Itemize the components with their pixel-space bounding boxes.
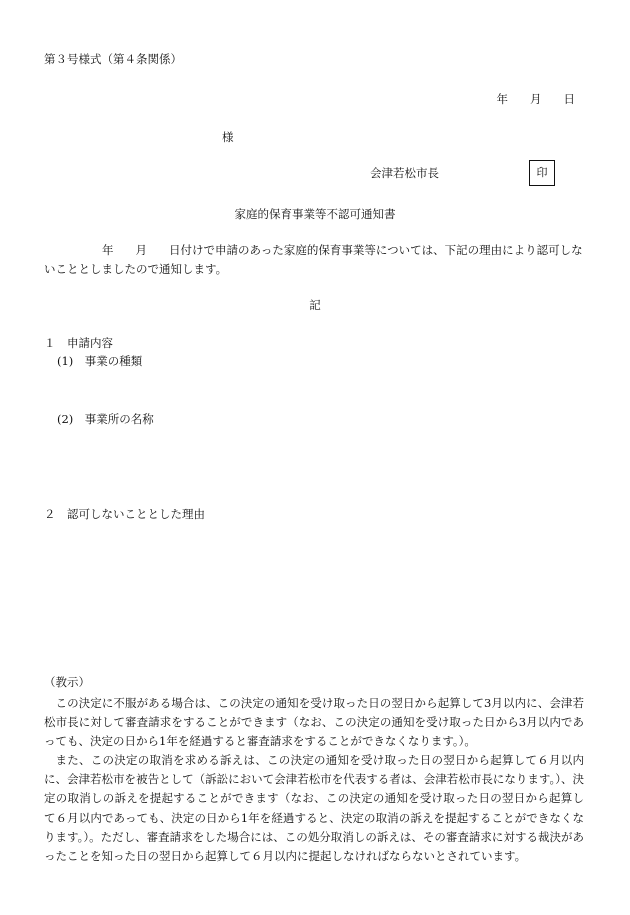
intro-year-label: 年 bbox=[102, 243, 114, 257]
issue-date bbox=[497, 93, 576, 107]
intro-paragraph bbox=[44, 241, 584, 279]
form-number: 第３号様式（第４条関係） bbox=[44, 52, 182, 66]
intro-month-label: 月 bbox=[135, 243, 147, 257]
section-application-content: １ 申請内容 bbox=[44, 336, 113, 350]
date-month-label: 月 bbox=[530, 92, 542, 106]
date-day-label: 日 bbox=[563, 92, 575, 106]
addressee-suffix: 様 bbox=[222, 130, 234, 144]
notice-paragraph-1: この決定に不服がある場合は、この決定の通知を受け取った日の翌日から起算して3月以内に、会津若松市長に対して審査請求をすることができます（なお、この決定の通知を受け取った日から3月以内であっても、決定の日から1年を経過すると審査請求をすることができなくなります。）。 bbox=[44, 696, 584, 749]
seal-label: 印 bbox=[536, 166, 548, 180]
item-business-type: (1) 事業の種類 bbox=[57, 354, 143, 368]
seal-box bbox=[529, 160, 555, 186]
ki-heading: 記 bbox=[309, 298, 321, 312]
notice-paragraph-2: また、この決定の取消を求める訴えは、この決定の通知を受け取った日の翌日から起算して６月以内に、会津若松市を被告として（訴訟において会津若松市を代表する者は、会津若松市長になります。）、決定の取消しの訴えを提起することができます（なお、この決定の通知を受け取った日の翌日から起算して６月以内であっても、決定の日から1年を経過すると、決定の取消の訴えを提起することができなくなります。）。ただし、審査請求をした場合には、この処分取消しの訴えは、その審査請求に対する裁決があったことを知った日の翌日から起算して６月以内に提起しなければならないとされています。 bbox=[44, 753, 584, 864]
section-refusal-reason: ２ 認可しないこととした理由 bbox=[44, 507, 205, 521]
intro-text: 日付けで申請のあった家庭的保育事業等については、下記の理由により認可しないこととしましたので通知します。 bbox=[44, 243, 583, 276]
date-year-label: 年 bbox=[496, 92, 508, 106]
document-title: 家庭的保育事業等不認可通知書 bbox=[234, 207, 396, 221]
notice-heading: （教示） bbox=[44, 675, 90, 689]
sender-name: 会津若松市長 bbox=[370, 166, 439, 180]
item-facility-name: (2) 事業所の名称 bbox=[57, 412, 154, 426]
